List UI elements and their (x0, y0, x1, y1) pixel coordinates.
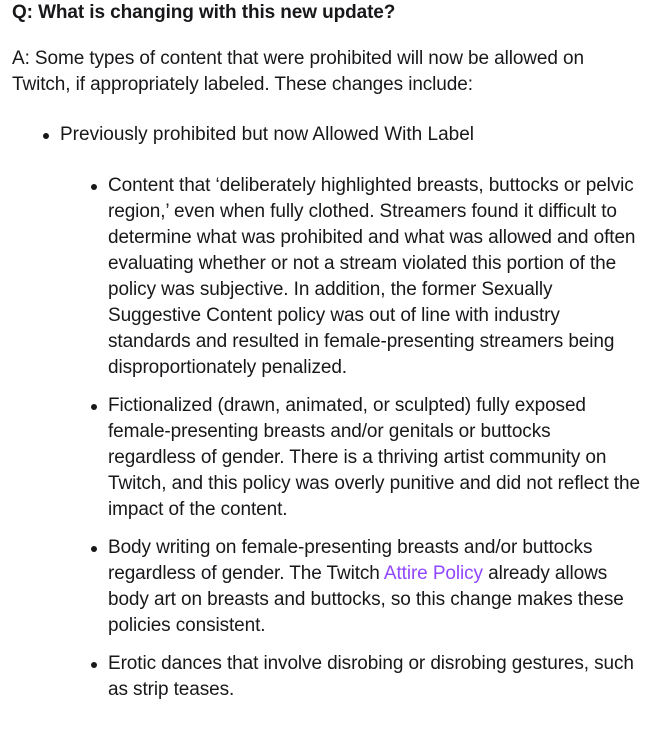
change-category-label: Previously prohibited but now Allowed With Label (60, 124, 475, 145)
list-item-text: Erotic dances that involve disrobing or disrobing gestures, such as strip teases. (108, 653, 634, 700)
bullet-icon (91, 404, 97, 410)
list-item (60, 173, 641, 381)
list-item (60, 535, 641, 639)
list-item (60, 393, 641, 523)
bullet-icon (91, 662, 97, 668)
change-detail-list (60, 173, 641, 703)
bullet-icon (91, 546, 97, 552)
change-category-item (12, 122, 641, 703)
list-item-text: Content that ‘deliberately highlighted breasts, buttocks or pelvic region,’ even when fully clothed. Streamers found it difficult to determine what was prohibited and what was allowed and often evaluating whether or not a stream violated this portion of the policy was subjective. In addition, the former Sexually Suggestive Content policy was out of line with industry standards and resulted in female-presenting streamers being disproportionately penalized. (108, 175, 636, 378)
list-item (60, 651, 641, 703)
bullet-icon (91, 184, 97, 190)
faq-question: Q: What is changing with this new update? (12, 2, 396, 23)
change-category-list (12, 122, 641, 703)
attire-policy-link[interactable]: Attire Policy (383, 563, 483, 584)
faq-answer: A: Some types of content that were prohibited will now be allowed on Twitch, if appropriately labeled. These changes include: (12, 48, 584, 95)
bullet-icon (43, 133, 49, 139)
list-item-text: Body writing on female-presenting breasts and/or buttocks regardless of gender. The Twitch (108, 537, 593, 584)
list-item-text: already allows body art on breasts and buttocks, so this change makes these policies consistent. (108, 563, 624, 636)
list-item-text: Fictionalized (drawn, animated, or sculpted) fully exposed female-presenting breasts and/or genitals or buttocks regardless of gender. There is a thriving artist community on Twitch, and this policy was overly punitive and did not reflect the impact of the content. (108, 395, 640, 520)
